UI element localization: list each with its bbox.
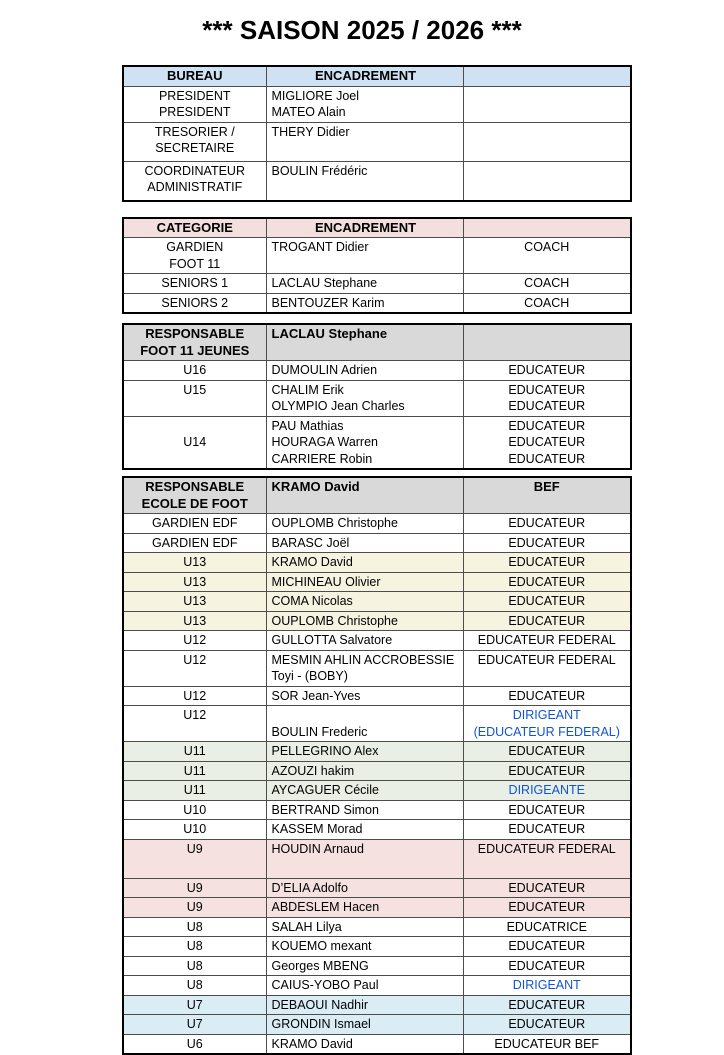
role-cell (463, 878, 631, 898)
name-cell (266, 631, 463, 651)
role-cell (463, 995, 631, 1015)
category-cell (123, 937, 266, 957)
category-cell (123, 592, 266, 612)
cell-line: Georges MBENG (271, 958, 369, 973)
category-cell (123, 995, 266, 1015)
cell-line: MESMIN AHLIN ACCROBESSIE (271, 652, 455, 667)
name-cell (266, 917, 463, 937)
cell-line: U11 (183, 744, 206, 758)
cell-line: U8 (186, 939, 203, 953)
cell-line: RESPONSABLE (145, 326, 245, 341)
category-cell (123, 293, 266, 313)
cell-line: COORDINATEUR (144, 163, 245, 178)
cell-line: EDUCATEUR BEF (494, 1036, 600, 1051)
cell-line: BOULIN Frédéric (271, 163, 368, 178)
cell-line: EDUCATEUR (508, 399, 586, 413)
cell-line: FOOT 11 (169, 256, 221, 271)
table-row (123, 976, 631, 996)
category-cell (123, 631, 266, 651)
table-row (123, 706, 631, 742)
table-row (123, 380, 631, 416)
cell-line: U9 (186, 900, 203, 914)
role-cell (463, 742, 631, 762)
cell-line: TRESORIER / (154, 124, 235, 139)
header-row (123, 66, 631, 86)
cell-line: EDUCATRICE (506, 919, 587, 934)
name-cell (266, 706, 463, 742)
cell-line: ADMINISTRATIF (147, 180, 243, 194)
category-cell (123, 122, 266, 161)
role-cell (463, 631, 631, 651)
cell-line: BARASC Joël (271, 535, 350, 550)
table-row (123, 1015, 631, 1035)
cell-line: U13 (183, 555, 207, 569)
cell-line: U10 (183, 802, 207, 817)
role-cell (463, 650, 631, 686)
cell-line: KRAMO David (271, 479, 360, 494)
name-cell (266, 761, 463, 781)
table-row (123, 592, 631, 612)
category-cell (123, 274, 266, 294)
category-cell (123, 238, 266, 274)
cell-line: EDUCATEUR (508, 555, 586, 569)
category-cell (123, 686, 266, 706)
header-row (123, 218, 631, 238)
header-category-cell (123, 66, 266, 86)
table-responsable-foot11-jeunes (122, 323, 632, 470)
role-cell (463, 274, 631, 294)
cell-line: KOUEMO mexant (271, 939, 372, 953)
table-categorie (122, 217, 632, 315)
header-role-cell (463, 218, 631, 238)
name-cell (266, 976, 463, 996)
cell-line: U6 (186, 1036, 203, 1051)
cell-line: EDUCATEUR FEDERAL (477, 633, 616, 647)
cell-line: EDUCATEUR FEDERAL (477, 652, 616, 667)
category-cell (123, 361, 266, 381)
header-row (123, 477, 631, 514)
cell-line: SECRETAIRE (155, 141, 235, 155)
cell-line: EDUCATEUR (508, 613, 586, 628)
cell-line: EDUCATEUR (508, 880, 586, 895)
cell-line: OUPLOMB Christophe (271, 613, 398, 628)
tables-container (122, 65, 634, 1055)
cell-line: U11 (183, 763, 206, 778)
cell-line: U13 (183, 574, 207, 589)
cell-line: EDUCATEUR (508, 574, 586, 589)
header-role-cell (463, 477, 631, 514)
role-cell (463, 1015, 631, 1035)
header-name-cell (266, 66, 463, 86)
cell-line: EDUCATEUR (508, 744, 586, 758)
cell-line: EDUCATEUR FEDERAL (477, 841, 616, 856)
role-cell (463, 1034, 631, 1054)
table-row (123, 572, 631, 592)
cell-line: U8 (186, 919, 203, 934)
cell-line: EDUCATEUR (508, 997, 586, 1012)
cell-line: Toyi - (BOBY) (271, 669, 348, 683)
category-cell (123, 956, 266, 976)
cell-line: EDUCATEUR (508, 418, 586, 433)
name-cell (266, 956, 463, 976)
cell-line: DIRIGEANTE (508, 783, 585, 797)
name-cell (266, 161, 463, 201)
header-name-cell (266, 324, 463, 361)
cell-line: EDUCATEUR (508, 939, 586, 953)
cell-line: U10 (183, 822, 207, 836)
header-role-cell (463, 66, 631, 86)
cell-line: BUREAU (166, 68, 223, 83)
cell-line: DEBAOUI Nadhir (271, 997, 369, 1012)
cell-line: SENIORS 1 (161, 276, 229, 290)
cell-line: EDUCATEUR (508, 900, 586, 914)
name-cell (266, 650, 463, 686)
table-bureau (122, 65, 632, 202)
role-cell (463, 917, 631, 937)
cell-line: U13 (183, 613, 207, 628)
table-row (123, 898, 631, 918)
cell-line: GRONDIN Ismael (271, 1017, 371, 1031)
name-cell (266, 86, 463, 122)
role-cell (463, 592, 631, 612)
header-role-cell (463, 324, 631, 361)
cell-line: U8 (186, 978, 203, 992)
table-row (123, 742, 631, 762)
name-cell (266, 878, 463, 898)
cell-line: GARDIEN EDF (152, 535, 238, 550)
table-row (123, 878, 631, 898)
cell-line: DIRIGEANT (512, 708, 581, 722)
cell-line: SALAH Lilya (271, 919, 342, 934)
cell-line: AYCAGUER Cécile (271, 783, 379, 797)
cell-line: U7 (186, 997, 203, 1012)
cell-line: U9 (186, 880, 203, 895)
role-cell (463, 937, 631, 957)
role-cell (463, 86, 631, 122)
cell-line: CHALIM Erik (271, 382, 344, 397)
category-cell (123, 161, 266, 201)
cell-line: ECOLE DE FOOT (141, 495, 248, 511)
header-name-cell (266, 218, 463, 238)
table-row (123, 122, 631, 161)
cell-line: PRESIDENT (158, 105, 231, 119)
role-cell (463, 572, 631, 592)
name-cell (266, 800, 463, 820)
cell-line: EDUCATEUR (508, 451, 586, 466)
cell-line: COACH (524, 276, 570, 290)
table-row (123, 361, 631, 381)
cell-line: U15 (183, 382, 207, 397)
name-cell (266, 553, 463, 573)
role-cell (463, 238, 631, 274)
role-cell (463, 533, 631, 553)
name-cell (266, 514, 463, 534)
name-cell (266, 937, 463, 957)
cell-line: U12 (183, 652, 207, 667)
name-cell (266, 898, 463, 918)
cell-line: U13 (183, 594, 207, 608)
category-cell (123, 533, 266, 553)
name-cell (266, 611, 463, 631)
cell-line: GARDIEN EDF (152, 516, 238, 530)
category-cell (123, 706, 266, 742)
table-row (123, 86, 631, 122)
category-cell (123, 820, 266, 840)
cell-line: DUMOULIN Adrien (271, 363, 378, 377)
name-cell (266, 238, 463, 274)
name-cell (266, 572, 463, 592)
role-cell (463, 706, 631, 742)
cell-line: DIRIGEANT (512, 978, 581, 992)
name-cell (266, 1034, 463, 1054)
cell-line: FOOT 11 JEUNES (140, 342, 250, 358)
role-cell (463, 839, 631, 878)
cell-line: BENTOUZER Karim (271, 295, 385, 310)
cell-line: COACH (524, 295, 570, 310)
category-cell (123, 839, 266, 878)
cell-line: KASSEM Morad (271, 822, 363, 836)
cell-line: PAU Mathias (271, 418, 344, 433)
category-cell (123, 878, 266, 898)
category-cell (123, 572, 266, 592)
role-cell (463, 976, 631, 996)
cell-line: RESPONSABLE (145, 479, 245, 494)
cell-line: PELLEGRINO Alex (271, 744, 379, 758)
table-row (123, 956, 631, 976)
header-category-cell (123, 477, 266, 514)
category-cell (123, 86, 266, 122)
cell-line: LACLAU Stephane (271, 276, 378, 290)
cell-line: EDUCATEUR (508, 435, 586, 449)
role-cell (463, 380, 631, 416)
cell-line: U12 (183, 708, 207, 722)
category-cell (123, 742, 266, 762)
cell-line (272, 707, 460, 724)
cell-line: KRAMO David (271, 1036, 353, 1051)
cell-line: OLYMPIO Jean Charles (271, 399, 405, 413)
name-cell (266, 995, 463, 1015)
name-cell (266, 416, 463, 469)
cell-line: SOR Jean-Yves (271, 688, 361, 703)
name-cell (266, 742, 463, 762)
table-row (123, 238, 631, 274)
category-cell (123, 917, 266, 937)
cell-line: U14 (183, 435, 207, 449)
role-cell (463, 761, 631, 781)
cell-line: EDUCATEUR (508, 363, 586, 377)
role-cell (463, 416, 631, 469)
cell-line: ABDESLEM Hacen (271, 900, 380, 914)
cell-line: BERTRAND Simon (271, 802, 379, 817)
role-cell (463, 293, 631, 313)
role-cell (463, 553, 631, 573)
name-cell (266, 361, 463, 381)
table-row (123, 161, 631, 201)
cell-line: U11 (183, 783, 206, 797)
table-row (123, 553, 631, 573)
role-cell (463, 781, 631, 801)
name-cell (266, 533, 463, 553)
cell-line: EDUCATEUR (508, 516, 586, 530)
cell-line: EDUCATEUR (508, 822, 586, 836)
name-cell (266, 1015, 463, 1035)
category-cell (123, 380, 266, 416)
role-cell (463, 514, 631, 534)
name-cell (266, 686, 463, 706)
cell-line: (EDUCATEUR FEDERAL) (473, 724, 620, 739)
header-name-cell (266, 477, 463, 514)
cell-line: LACLAU Stephane (271, 326, 388, 341)
cell-line: CATEGORIE (156, 219, 233, 235)
table-row (123, 631, 631, 651)
role-cell (463, 161, 631, 201)
name-cell (266, 293, 463, 313)
cell-line: MICHINEAU Olivier (271, 574, 381, 589)
table-responsable-ecole-de-foot (122, 476, 632, 1055)
cell-line: KRAMO David (271, 555, 353, 569)
category-cell (123, 761, 266, 781)
table-row (123, 820, 631, 840)
name-cell (266, 274, 463, 294)
table-row (123, 611, 631, 631)
category-cell (123, 611, 266, 631)
name-cell (266, 839, 463, 878)
cell-line: U7 (186, 1017, 203, 1031)
cell-line: EDUCATEUR (508, 688, 586, 703)
table-row (123, 761, 631, 781)
cell-line: EDUCATEUR (508, 958, 586, 973)
role-cell (463, 611, 631, 631)
cell-line: MIGLIORE Joel (271, 88, 360, 103)
cell-line: PRESIDENT (158, 88, 231, 103)
name-cell (266, 380, 463, 416)
role-cell (463, 820, 631, 840)
cell-line: D’ELIA Adolfo (271, 880, 348, 895)
table-row (123, 293, 631, 313)
cell-line: U9 (186, 841, 203, 856)
category-cell (123, 781, 266, 801)
category-cell (123, 1034, 266, 1054)
cell-line: ENCADREMENT (314, 68, 417, 83)
cell-line: EDUCATEUR (508, 594, 586, 608)
role-cell (463, 361, 631, 381)
cell-line: U12 (183, 688, 207, 703)
category-cell (123, 1015, 266, 1035)
cell-line: BOULIN Frederic (271, 724, 368, 739)
cell-line: U12 (183, 633, 207, 647)
table-row (123, 995, 631, 1015)
role-cell (463, 800, 631, 820)
table-row (123, 650, 631, 686)
table-row (123, 839, 631, 878)
cell-line: GULLOTTA Salvatore (271, 633, 393, 647)
cell-line: HOUDIN Arnaud (271, 841, 364, 856)
table-row (123, 1034, 631, 1054)
role-cell (463, 898, 631, 918)
table-row (123, 917, 631, 937)
name-cell (266, 820, 463, 840)
role-cell (463, 956, 631, 976)
cell-line: THERY Didier (271, 124, 350, 139)
cell-line: GARDIEN (166, 240, 224, 254)
cell-line: COMA Nicolas (271, 594, 353, 608)
cell-line: CARRIERE Robin (271, 451, 373, 466)
cell-line: U16 (183, 363, 207, 377)
category-cell (123, 514, 266, 534)
name-cell (266, 122, 463, 161)
cell-line: EDUCATEUR (508, 1017, 586, 1031)
role-cell (463, 122, 631, 161)
role-cell (463, 686, 631, 706)
table-row (123, 686, 631, 706)
cell-line: BEF (533, 479, 560, 494)
table-row (123, 800, 631, 820)
cell-line: ENCADREMENT (314, 219, 417, 235)
category-cell (123, 416, 266, 469)
header-row (123, 324, 631, 361)
cell-line: EDUCATEUR (508, 382, 586, 397)
cell-line: TROGANT Didier (271, 240, 369, 254)
header-category-cell (123, 324, 266, 361)
cell-line: AZOUZI hakim (271, 763, 355, 778)
category-cell (123, 800, 266, 820)
table-row (123, 514, 631, 534)
category-cell (123, 553, 266, 573)
cell-line: CAIUS-YOBO Paul (271, 978, 379, 992)
table-row (123, 781, 631, 801)
page-title: *** SAISON 2025 / 2026 *** (202, 15, 522, 45)
table-row (123, 533, 631, 553)
table-row (123, 274, 631, 294)
cell-line: EDUCATEUR (508, 535, 586, 550)
table-row (123, 937, 631, 957)
header-category-cell (123, 218, 266, 238)
category-cell (123, 976, 266, 996)
cell-line: COACH (524, 240, 570, 254)
category-cell (123, 898, 266, 918)
cell-line: HOURAGA Warren (271, 435, 379, 449)
cell-line: SENIORS 2 (161, 295, 229, 310)
cell-line: EDUCATEUR (508, 763, 586, 778)
name-cell (266, 592, 463, 612)
category-cell (123, 650, 266, 686)
name-cell (266, 781, 463, 801)
cell-line: MATEO Alain (271, 105, 346, 119)
cell-line: EDUCATEUR (508, 802, 586, 817)
cell-line: U8 (186, 958, 203, 973)
cell-line: OUPLOMB Christophe (271, 516, 398, 530)
table-row (123, 416, 631, 469)
